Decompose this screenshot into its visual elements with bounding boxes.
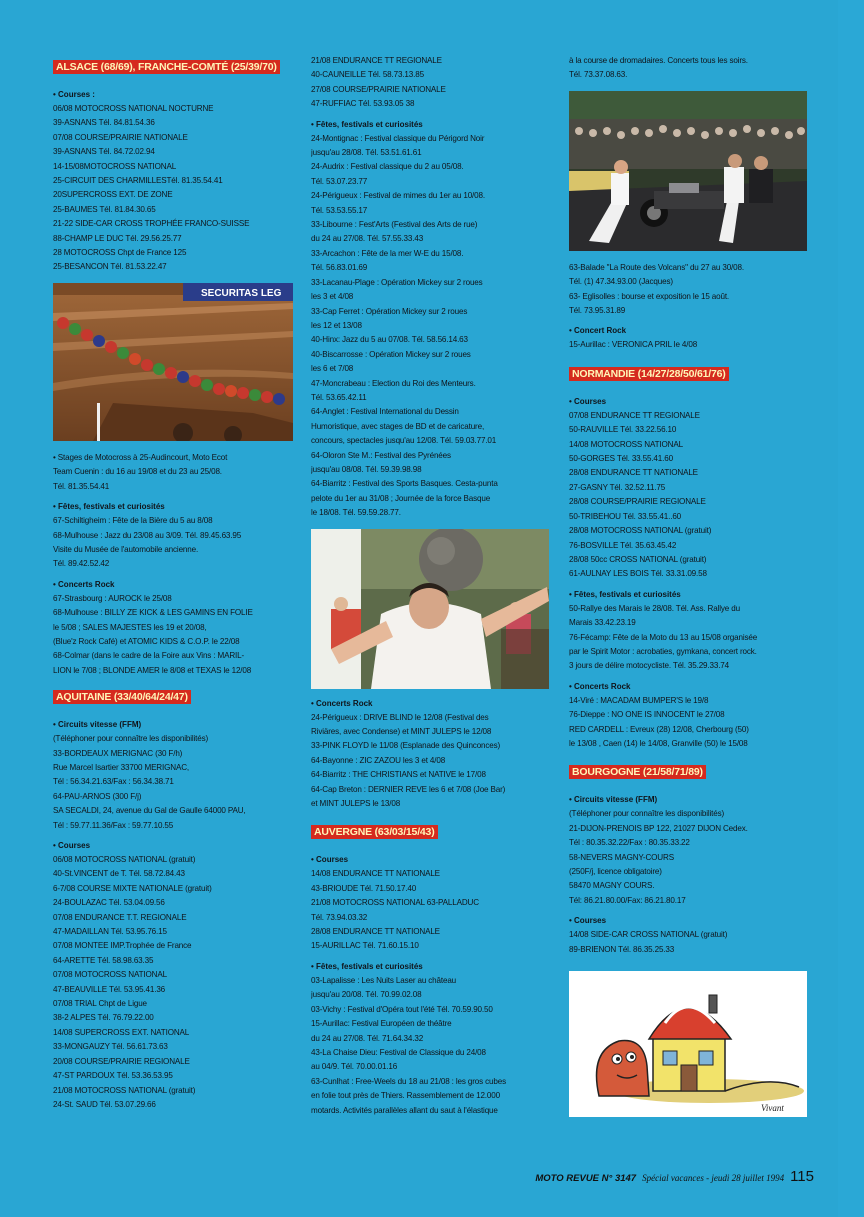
list-item: (Blue'z Rock Café) et ATOMIC KIDS & C.O.P. le 22/08 <box>53 636 240 646</box>
subheading-concerts: • Concerts Rock <box>311 699 553 708</box>
list-alsace-concerts <box>53 592 295 678</box>
list-item: 33-Arcachon : Fête de la mer W-E du 15/08. <box>311 248 464 258</box>
list-item: Riviäres, avec Condense) et MINT JULEPS le 12/08 <box>311 727 492 736</box>
list-item: jusqu'au 20/08. Tél. 70.99.02.08 <box>311 990 422 1000</box>
list-item: 64-Anglet : Festival International du Dessin <box>311 407 459 417</box>
list-item: 64-Biarritz : Festival des Sports Basques. Cesta-punta <box>311 479 498 489</box>
list-item: 21-DIJON-PRENOIS BP 122, 21027 DIJON Cedex. <box>569 823 748 833</box>
subheading-courses: • Courses : <box>53 90 295 99</box>
list-item: 28/08 ENDURANCE TT NATIONALE <box>311 927 440 937</box>
list-item: 07/08 ENDURANCE TT REGIONALE <box>569 410 700 420</box>
column-1 <box>53 54 295 1112</box>
banner-text: SECURITAS LEG <box>201 287 282 299</box>
list-item: 43-BRIOUDE Tél. 71.50.17.40 <box>311 883 417 893</box>
list-item: 67-Strasbourg : AUROCK le 25/08 <box>53 593 172 603</box>
page-number: 115 <box>790 1168 814 1185</box>
list-item: 6-7/08 COURSE MIXTE NATIONALE (gratuit) <box>53 883 212 893</box>
list-item: 25-BESANCON Tél. 81.53.22.47 <box>53 262 167 272</box>
photo-motocross-start <box>53 283 293 441</box>
list-item: le 13/08 , Caen (14) le 14/08, Granville (50) le 15/08 <box>569 738 748 748</box>
list-item: 88-CHAMP LE DUC Tél. 29.56.25.77 <box>53 233 182 243</box>
list-item: 24-Audrix : Festival classique du 2 au 05/08. <box>311 162 464 172</box>
column-2 <box>311 54 553 1118</box>
photo-stone-lifter <box>311 529 549 689</box>
section-heading-auvergne: AUVERGNE (63/03/15/43) <box>311 825 438 839</box>
list-item: 76-Fécamp: Fête de la Moto du 13 au 15/08 organisée <box>569 632 758 642</box>
list-item: 28/08 COURSE/PRAIRIE REGIONALE <box>569 497 706 507</box>
list-item: 28/08 ENDURANCE TT NATIONALE <box>569 468 698 478</box>
list-item: Tél. 56.83.01.69 <box>311 263 368 273</box>
list-item: SA SECALDI, 24, avenue du Gal de Gaulle 64000 PAU, <box>53 806 246 816</box>
text-line: Team Cuenin : du 16 au 19/08 et du 23 au 25/08. <box>53 467 222 477</box>
list-item: Rue Marcel Isartier 33700 MERIGNAC, <box>53 762 189 772</box>
list-item: (Téléphoner pour connaître les disponibilités) <box>569 809 725 819</box>
list-alsace-courses <box>53 102 295 275</box>
section-heading-alsace: ALSACE (68/69), FRANCHE-COMTÉ (25/39/70) <box>53 60 280 74</box>
list-item: 38-2 ALPES Tél. 76.79.22.00 <box>53 1013 154 1023</box>
list-item: 3 jours de délire motocycliste. Tél. 35.29.33.74 <box>569 661 730 671</box>
list-item: Visite du Musée de l'automobile ancienne. <box>53 544 199 554</box>
list-item: et MINT JULEPS le 13/08 <box>311 799 401 809</box>
list-item: 14-15/08MOTOCROSS NATIONAL <box>53 161 177 171</box>
list-item: 24-BOULAZAC Tél. 53.04.09.56 <box>53 898 165 908</box>
list-item: jusqu'au 08/08. Tél. 59.39.98.98 <box>311 464 422 474</box>
list-item: Tél. 73.95.31.89 <box>569 306 626 316</box>
list-item: Tél. (1) 47.34.93.00 (Jacques) <box>569 277 673 287</box>
list-item: Tél: 86.21.80.00/Fax: 86.21.80.17 <box>569 895 686 905</box>
subheading-courses: • Courses <box>569 916 811 925</box>
list-auvergne-courses <box>311 867 553 953</box>
motocross-start-image <box>53 283 293 441</box>
list-item: 50-Rallye des Marais le 28/08. Tél. Ass. Rallye du <box>569 603 740 613</box>
list-item: LION le 7/08 ; BLONDE AMER le 8/08 et TEXAS le 12/08 <box>53 665 252 675</box>
list-item: 47-MADAILLAN Tél. 53.95.76.15 <box>53 927 167 937</box>
list-bourgogne-circuits <box>569 807 811 908</box>
list-item: 20SUPERCROSS EXT. DE ZONE <box>53 190 173 200</box>
list-item: du 24 au 27/08. Tél. 57.55.33.43 <box>311 234 424 244</box>
list-item: au 04/9. Tél. 70.00.01.16 <box>311 1062 398 1072</box>
motorcycle-push-image <box>569 91 807 251</box>
list-item: Tél. 89.42.52.42 <box>53 559 110 569</box>
list-item: 63-Cunlhat : Free-Weels du 18 au 21/08 : les gros cubes <box>311 1076 506 1086</box>
list-item: 58-NEVERS MAGNY-COURS <box>569 852 674 862</box>
column-3 <box>569 54 811 1127</box>
list-item: 27/08 COURSE/PRAIRIE NATIONALE <box>311 84 446 94</box>
subheading-concerts: • Concerts Rock <box>53 580 295 589</box>
list-aquitaine-courses <box>53 853 295 1112</box>
list-item: 24-Périgueux : DRIVE BLIND le 12/08 (Festival des <box>311 712 489 722</box>
subheading-courses: • Courses <box>569 397 811 406</box>
subheading-circuits: • Circuits vitesse (FFM) <box>569 795 811 804</box>
list-item: 39-ASNANS Tél. 84.81.54.36 <box>53 118 155 128</box>
list-item: 21-22 SIDE-CAR CROSS TROPHÉE FRANCO-SUISSE <box>53 219 250 229</box>
list-item: 47-RUFFIAC Tél. 53.93.05 38 <box>311 99 415 109</box>
list-item: 03-Lapalisse : Les Nuits Laser au château <box>311 975 457 985</box>
stone-lifter-image <box>311 529 549 689</box>
list-item: (250F/j, licence obligatoire) <box>569 867 662 876</box>
list-item: 50-TRIBEHOU Tél. 33.55.41..60 <box>569 511 682 521</box>
list-item: 27-GASNY Tél. 32.52.11.75 <box>569 482 666 492</box>
list-item: 14/08 SIDE-CAR CROSS NATIONAL (gratuit) <box>569 930 728 940</box>
list-auvergne-fetes <box>311 974 553 1118</box>
list-normandie-concerts <box>569 694 811 752</box>
list-item: 50-RAUVILLE Tél. 33.22.56.10 <box>569 425 677 435</box>
list-item: 64-PAU-ARNOS (300 F/j) <box>53 791 142 801</box>
page-edge <box>838 0 864 1217</box>
list-item: 40-Hinx: Jazz du 5 au 07/08. Tél. 58.56.14.63 <box>311 335 468 345</box>
list-item: 50-GORGES Tél. 33.55.41.60 <box>569 454 673 464</box>
list-item: 33-Libourne : Fest'Arts (Festival des Arts de rue) <box>311 220 478 230</box>
section-heading-bourgogne: BOURGOGNE (21/58/71/89) <box>569 765 706 779</box>
list-item: 33-MONGAUZY Tél. 56.61.73.63 <box>53 1042 168 1052</box>
list-bourgogne-courses <box>569 928 811 957</box>
list-alsace-fetes <box>53 514 295 572</box>
list-item: 64-Cap Breton : DERNIER REVE les 6 et 7/08 (Joe Bar) <box>311 784 506 794</box>
subheading-concert: • Concert Rock <box>569 326 811 335</box>
list-item: 47-ST PARDOUX Tél. 53.36.53.95 <box>53 1071 173 1081</box>
cartoon-signature: Vivant <box>761 1103 784 1114</box>
list-item: 33-Lacanau-Plage : Opération Mickey sur 2 roues <box>311 277 483 287</box>
list-item: 63-Balade "La Route des Volcans" du 27 au 30/08. <box>569 262 744 272</box>
list-item: 68-Mulhouse : BILLY ZE KICK & LES GAMINS EN FOLIE <box>53 608 253 618</box>
list-item: par le Spirit Motor : acrobaties, gymkana, concert rock. <box>569 646 757 656</box>
subheading-concerts: • Concerts Rock <box>569 682 811 691</box>
list-item: 21/08 MOTOCROSS NATIONAL (gratuit) <box>53 1085 196 1095</box>
subheading-fetes: • Fêtes, festivals et curiosités <box>53 502 295 511</box>
list-item: 14/08 MOTOCROSS NATIONAL <box>569 439 683 449</box>
list-item: 24-Montignac : Festival classique du Périgord Noir <box>311 133 485 143</box>
subheading-fetes: • Fêtes, festivals et curiosités <box>569 590 811 599</box>
list-item: pelote du 1er au 31/08 ; Journée de la force Basque <box>311 493 491 503</box>
text-line: Tél. 81.35.54.41 <box>53 481 110 491</box>
list-item: du 24 au 27/08. Tél. 71.64.34.32 <box>311 1033 424 1043</box>
list-item: 63- Eglisolles : bourse et exposition le 15 août. <box>569 291 730 301</box>
list-item: 28/08 50cc CROSS NATIONAL (gratuit) <box>569 554 707 564</box>
photo-motorcycle-push <box>569 91 807 251</box>
list-item: 14-Viré : MACADAM BUMPER'S le 19/8 <box>569 695 709 705</box>
list-auvergne-fetes-continued <box>569 54 811 83</box>
list-item: 58470 MAGNY COURS. <box>569 881 655 891</box>
stages-info <box>53 451 295 494</box>
list-item: 33-PINK FLOYD le 11/08 (Esplanade des Quinconces) <box>311 741 501 751</box>
magazine-issue: MOTO REVUE N° 3147 <box>535 1173 637 1184</box>
list-item: 14/08 SUPERCROSS EXT. NATIONAL <box>53 1027 190 1037</box>
text-line: • Stages de Motocross à 25-Audincourt, Moto Ecot <box>53 452 228 462</box>
list-item: les 3 et 4/08 <box>311 292 354 302</box>
list-item: 24-St. SAUD Tél. 53.07.29.66 <box>53 1099 156 1109</box>
list-item: 07/08 ENDURANCE T.T. REGIONALE <box>53 912 187 922</box>
list-aquitaine-circuits <box>53 732 295 833</box>
cartoon-snail-house <box>569 971 807 1117</box>
list-item: 33-BORDEAUX MERIGNAC (30 F/h) <box>53 748 183 758</box>
list-item: 14/08 ENDURANCE TT NATIONALE <box>311 869 440 879</box>
list-item: 47-BEAUVILLE Tél. 53.95.41.36 <box>53 984 166 994</box>
list-item: 64-Oloron Ste M.: Festival des Pyrénées <box>311 450 451 460</box>
list-auvergne-concert <box>569 338 811 352</box>
list-item: 76-Dieppe : NO ONE IS INNOCENT le 27/08 <box>569 710 725 720</box>
list-item: 64-Bayonne : ZIC ZAZOU les 3 et 4/08 <box>311 755 446 765</box>
list-item: 40-Biscarrosse : Opération Mickey sur 2 roues <box>311 349 471 359</box>
list-item: 07/08 TRIAL Chpt de Ligue <box>53 999 147 1009</box>
section-heading-aquitaine: AQUITAINE (33/40/64/24/47) <box>53 690 191 704</box>
subheading-fetes: • Fêtes, festivals et curiosités <box>311 962 553 971</box>
list-item: 15-Aurillac: Festival Européen de théâtre <box>311 1019 452 1029</box>
list-item: 06/08 MOTOCROSS NATIONAL NOCTURNE <box>53 104 214 113</box>
list-item: 33-Cap Ferret : Opération Mickey sur 2 roues <box>311 306 468 316</box>
subheading-courses: • Courses <box>53 841 295 850</box>
list-item: 07/08 COURSE/PRAIRIE NATIONALE <box>53 132 188 142</box>
list-normandie-fetes <box>569 602 811 674</box>
list-item: (Téléphoner pour connaître les disponibilités) <box>53 734 209 744</box>
list-item: 76-BOSVILLE Tél. 35.63.45.42 <box>569 540 677 550</box>
list-item: 25-BAUMES Tél. 81.84.30.65 <box>53 204 156 214</box>
list-item: 61-AULNAY LES BOIS Tél. 33.31.09.58 <box>569 569 707 579</box>
list-item: concours, spectacles jusqu'au 12/08. Tél. 59.03.77.01 <box>311 436 497 446</box>
list-item: Tél. 53.07.23.77 <box>311 176 368 186</box>
list-item: 28 MOTOCROSS Chpt de France 125 <box>53 248 187 258</box>
list-item: 67-Schiltigheim : Fête de la Bière du 5 au 8/08 <box>53 516 213 526</box>
list-item: 39-ASNANS Tél. 84.72.02.94 <box>53 147 155 157</box>
list-item: 24-Périgueux : Festival de mimes du 1er au 10/08. <box>311 191 485 201</box>
list-item: les 12 et 13/08 <box>311 320 362 330</box>
list-auvergne-extra <box>569 261 811 319</box>
list-item: le 5/08 ; SALES MAJESTES les 19 et 20/08, <box>53 622 207 632</box>
list-item: à la course de dromadaires. Concerts tous les soirs. <box>569 56 748 65</box>
list-item: en folie tout près de Thiers. Rassemblement de 12.000 <box>311 1091 500 1101</box>
list-item: RED CARDELL : Evreux (28) 12/08, Cherbourg (50) <box>569 724 749 734</box>
list-item: le 18/08. Tél. 59.59.28.77. <box>311 508 401 518</box>
list-item: 06/08 MOTOCROSS NATIONAL (gratuit) <box>53 855 196 864</box>
subheading-courses: • Courses <box>311 855 553 864</box>
list-item: 20/08 COURSE/PRAIRIE REGIONALE <box>53 1056 190 1066</box>
list-item: 25-CIRCUIT DES CHARMILLESTél. 81.35.54.41 <box>53 176 223 186</box>
list-normandie-courses <box>569 409 811 582</box>
list-item: Tél : 80.35.32.22/Fax : 80.35.33.22 <box>569 838 690 848</box>
list-item: 03-Vichy : Festival d'Opéra tout l'été Tél. 70.59.90.50 <box>311 1004 493 1014</box>
list-item: jusqu'au 28/08. Tél. 53.51.61.61 <box>311 148 422 158</box>
list-item: Tél. 53.53.55.17 <box>311 205 368 215</box>
list-item: Tél. 73.94.03.32 <box>311 912 368 922</box>
list-item: 21/08 MOTOCROSS NATIONAL 63-PALLADUC <box>311 898 479 908</box>
list-item: Marais 33.42.23.19 <box>569 618 636 628</box>
list-item: les 6 et 7/08 <box>311 364 354 374</box>
list-item: Tél : 59.77.11.36/Fax : 59.77.10.55 <box>53 820 174 830</box>
list-item: 64-Biarritz : THE CHRISTIANS et NATIVE le 17/08 <box>311 770 486 780</box>
section-heading-normandie: NORMANDIE (14/27/28/50/61/76) <box>569 367 729 381</box>
list-item: 68-Colmar (dans le cadre de la Foire aux Vins : MARIL- <box>53 651 245 661</box>
list-item: 15-AURILLAC Tél. 71.60.15.10 <box>311 941 419 951</box>
list-item: 07/08 MONTEE IMP.Trophée de France <box>53 941 192 951</box>
list-item: Tél. 73.37.08.63. <box>569 70 628 80</box>
list-aquitaine-courses-continued <box>311 54 553 112</box>
list-item: 43-La Chaise Dieu: Festival de Classique du 24/08 <box>311 1047 486 1057</box>
list-item: Humoristique, avec stages de BD et de caricature, <box>311 421 485 431</box>
list-aquitaine-fetes <box>311 132 553 521</box>
list-item: 47-Moncrabeau : Election du Roi des Menteurs. <box>311 378 476 388</box>
list-item: 07/08 MOTOCROSS NATIONAL <box>53 970 167 980</box>
page-footer <box>535 1168 814 1185</box>
subheading-fetes: • Fêtes, festivals et curiosités <box>311 120 553 129</box>
list-item: 40-CAUNEILLE Tél. 58.73.13.85 <box>311 70 424 80</box>
list-item: 68-Mulhouse : Jazz du 23/08 au 3/09. Tél. 89.45.63.95 <box>53 530 242 540</box>
issue-date: Spécial vacances - jeudi 28 juillet 1994 <box>642 1173 785 1183</box>
list-item: Tél. 53.65.42.11 <box>311 392 367 402</box>
list-item: motards. Activités parallèles allant du saut à l'élastique <box>311 1105 498 1115</box>
list-item: 15-Aurillac : VERONICA PRIL le 4/08 <box>569 340 698 350</box>
list-item: 64-ARETTE Tél. 58.98.63.35 <box>53 955 154 965</box>
list-item: 89-BRIENON Tél. 86.35.25.33 <box>569 944 675 954</box>
snail-house-cartoon <box>569 971 807 1117</box>
list-item: 40-St.VINCENT de T. Tél. 58.72.84.43 <box>53 869 185 879</box>
list-aquitaine-concerts <box>311 711 553 812</box>
subheading-circuits: • Circuits vitesse (FFM) <box>53 720 295 729</box>
list-item: Tél : 56.34.21.63/Fax : 56.34.38.71 <box>53 777 174 787</box>
list-item: 28/08 MOTOCROSS NATIONAL (gratuit) <box>569 526 712 536</box>
list-item: 21/08 ENDURANCE TT REGIONALE <box>311 56 442 65</box>
